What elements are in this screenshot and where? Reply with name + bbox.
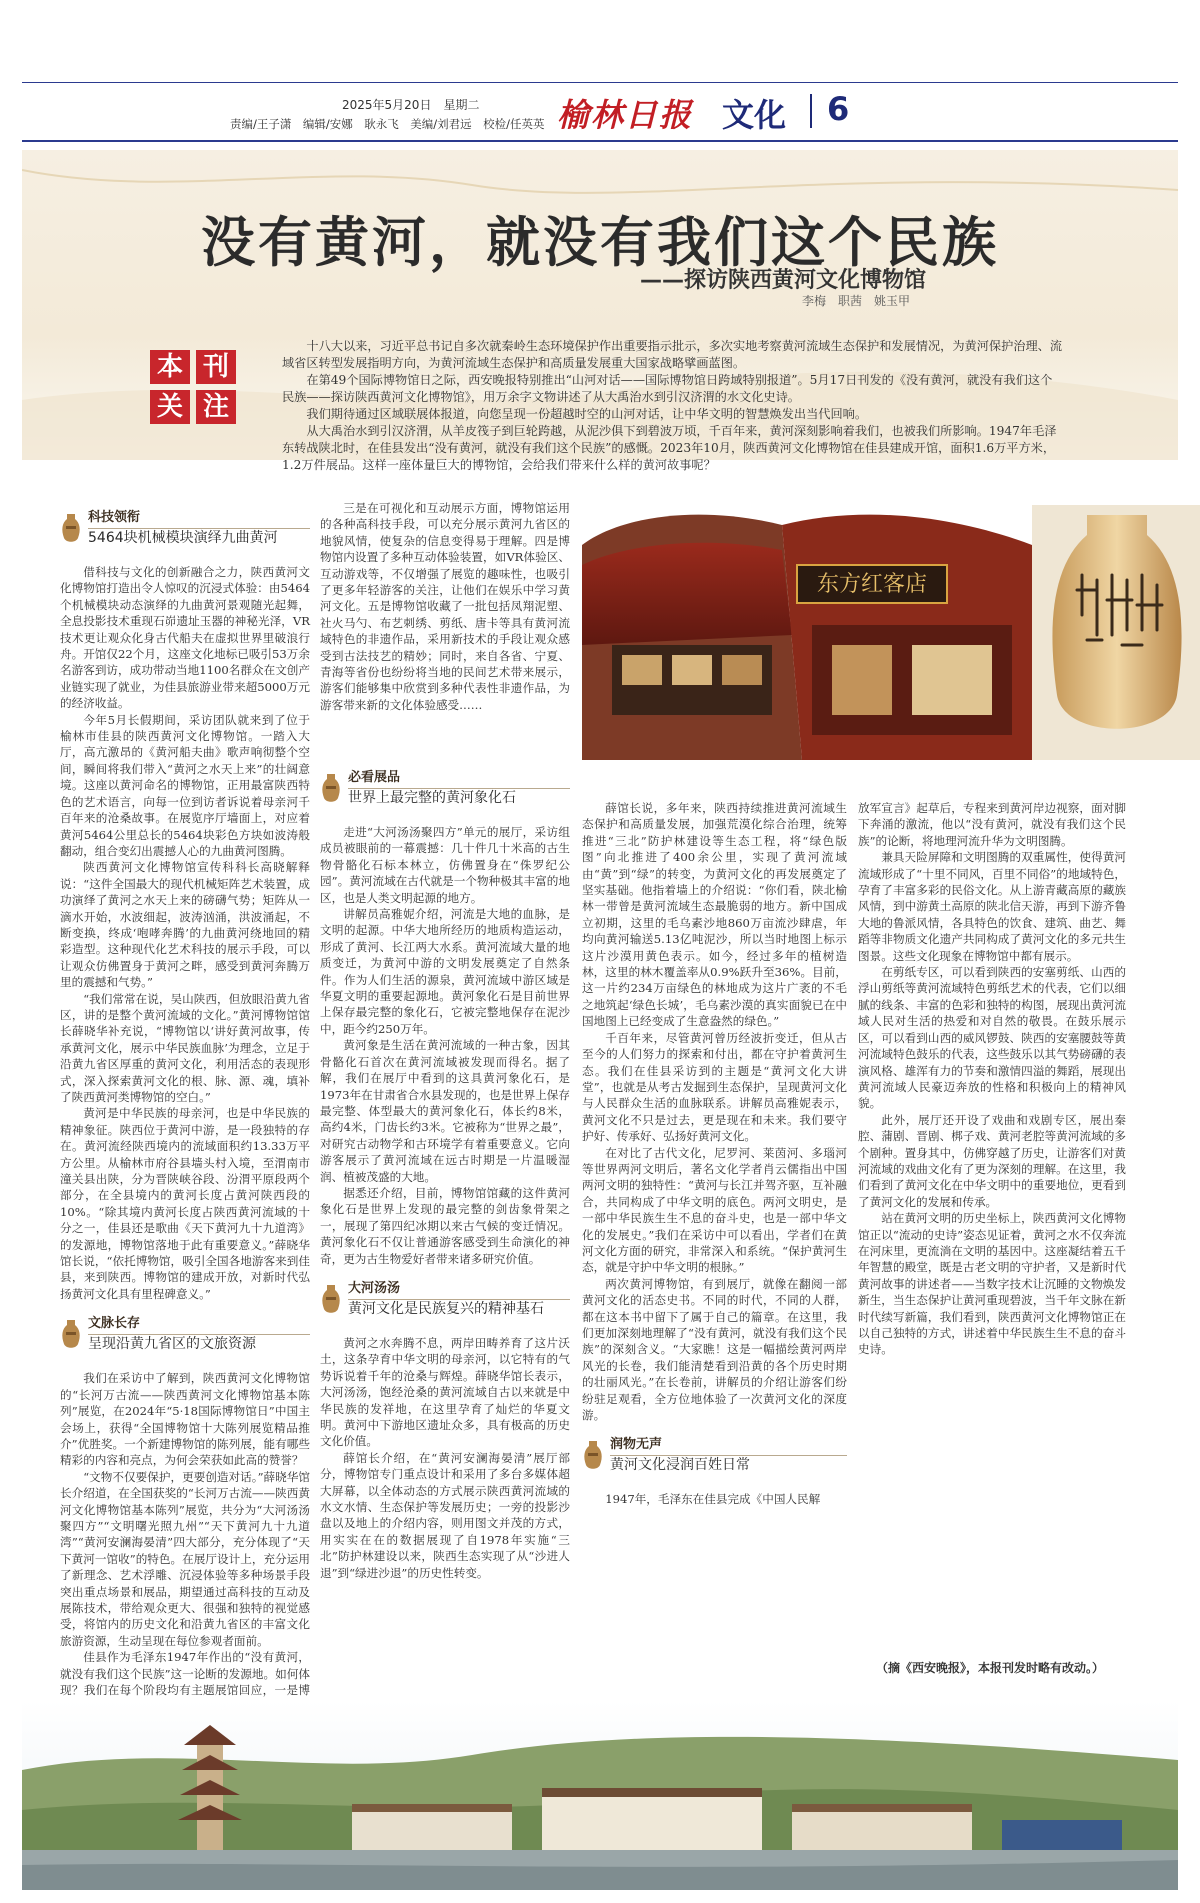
body-paragraph: 放军宣言》起草后，专程来到黄河岸边视察，面对脚下奔涌的激流，他以“没有黄河，就没有我们这个民族”的论断，将地理河流升华为文明图腾。 xyxy=(858,801,1126,848)
body-paragraph: 黄河象是生活在黄河流域的一种古象，因其骨骼化石首次在黄河流域被发现而得名。据了解，我们在展厅中看到的这具黄河象化石，是1973年在甘肃省合水县发现的，也是世界上保存最完整、体型最大的黄河象化石，体长约8米，高约4米，门齿长约3米。它被称为“世界之最”，对研究古动物学和古环境学有着重要意义。它向游客展示了黄河流域在远古时期是一片温暖湿润、植被茂盛的大地。 xyxy=(320,1038,570,1184)
inn-plaque-text: 东方红客店 xyxy=(816,572,928,597)
body-paragraph: 黄河之水奔腾不息，两岸田畴养育了这片沃土，这条孕育中华文明的母亲河，以它特有的气势诉说着千年的沧桑与辉煌。薛晓华馆长表示，大河汤汤，饱经沧桑的黄河流域自古以来就是中华民族的发祥地，在这里孕育了灿烂的华夏文明。黄河中下游地区遗址众多，具有极高的历史文化价值。 xyxy=(320,1335,570,1449)
badge-char: 关 xyxy=(150,390,190,424)
body-paragraph: 讲解员高雅妮介绍，河流是大地的血脉，是文明的起源。中华大地所经历的地质构造运动，形成了黄河、长江两大水系。黄河流域大量的地质变迁，为黄河中游的文明发展奠定了自然条件。作为人们生活的源泉，黄河流域中游区域是华夏文明的重要起源地。黄河象化石是目前世界上保存最完整的象化石，它被完整地保存在泥沙中，距今约250万年。 xyxy=(320,907,570,1036)
intro-paragraph: 在第49个国际博物馆日之际，西安晚报特别推出“山河对话——国际博物馆日跨域特别报道”。5月17日刊发的《没有黄河，就没有我们这个民族——探访陕西黄河文化博物馆》，用万余字文物讲述了从大禹治水到引汉济渭的水文化史诗。 xyxy=(282,373,1053,404)
section-kicker: 文脉长存 xyxy=(88,1316,141,1332)
intro-paragraph: 从大禹治水到引汉济渭，从羊皮筏子到巨轮跨越，从泥沙俱下到碧波万顷，千百年来，黄河深刻影响着我们，也被我们所影响。1947年毛泽东转战陕北时，在佳县发出“没有黄河，就没有我们这个民族”的感慨。2023年10月，陕西黄河文化博物馆在佳县建成开馆，面积1.6万平方米，1.2万件展品。这样一座体量巨大的博物馆，会给我们带来什么样的黄河故事呢？ xyxy=(282,424,1057,472)
museum-landscape-photo xyxy=(22,1700,1178,1890)
badge-char: 本 xyxy=(150,350,190,384)
column-2-top xyxy=(320,500,570,713)
body-paragraph: 走进“大河汤汤聚四方”单元的展厅，采访组成员被眼前的一幕震撼：几十件几十米高的古生物骨骼化石标本林立，仿佛置身在“侏罗纪公园”。黄河流域在古代就是一个物种极其丰富的地区，也是人类文明起源的地方。 xyxy=(320,825,570,905)
masthead-top-rule xyxy=(22,82,1178,83)
section-heading-spirit xyxy=(320,1281,570,1323)
vase-icon xyxy=(60,512,82,546)
editor-credits: 责编/王子潇 编辑/安娜 耿永飞 美编/刘君远 校检/任英英 xyxy=(230,117,545,131)
newspaper-name: 榆林日报 xyxy=(557,96,694,134)
feature-badge xyxy=(150,350,250,430)
vase-icon xyxy=(60,1318,82,1352)
byline: 李梅 职茜 姚玉甲 xyxy=(802,294,911,308)
badge-char: 刊 xyxy=(196,350,236,384)
body-paragraph: 站在黄河文明的历史坐标上，陕西黄河文化博物馆正以“流动的史诗”姿态见证着，黄河之水不仅奔流在河床里，更流淌在文明的基因中。这座凝结着五千年智慧的殿堂，既是古老文明的守护者，又是新时代黄河故事的讲述者——当数字技术让沉睡的文物焕发新生，当生态保护让黄河重现碧波，当千年文脉在新时代续写新篇，我们看到，陕西黄河文化博物馆正在以自己独特的方式，讲述着中华民族生生不息的奋斗史诗。 xyxy=(858,1211,1126,1357)
body-paragraph: “我们常常在说，吴山陕西，但放眼沿黄九省区，讲的是整个黄河流域的文化。”黄河博物馆馆长薛晓华补充说，“博物馆以‘讲好黄河故事，传承黄河文化，展示中华民族血脉’为理念，立足于沿黄九省区厚重的黄河文化，利用活态的表现形式，深入探索黄河文化的根、脉、源、魂，填补了陕西黄河类博物馆的空白。” xyxy=(60,991,310,1104)
vase-icon xyxy=(320,772,342,806)
body-paragraph: 1947年，毛泽东在佳县完成《中国人民解 xyxy=(605,1492,821,1507)
intro-lead xyxy=(282,338,1062,474)
body-paragraph: 借科技与文化的创新融合之力，陕西黄河文化博物馆打造出令人惊叹的沉浸式体验：由5464个机械模块动态演绎的九曲黄河景观随光起舞，全息投影技术重现石峁遗址玉器的神秘光泽，VR技术更让观众化身古代船夫在虚拟世界里破浪行舟。开馆仅22个月，这座文化地标已吸引53万余名游客到访，成功带动当地1100名群众在文创产业链实现了就业，为佳县旅游业带来超5000万元的经济收益。 xyxy=(60,565,310,711)
section-heading-culture xyxy=(60,1316,310,1358)
section-heading-tech xyxy=(60,510,310,552)
section-headline: 5464块机械模块演绎九曲黄河 xyxy=(88,530,278,546)
issue-date: 2025年5月20日 星期二 xyxy=(342,98,480,112)
masthead xyxy=(22,82,1178,142)
section-rule xyxy=(88,528,310,529)
body-paragraph: 薛馆长介绍，在“黄河安澜海晏清”展厅部分，博物馆专门重点设计和采用了多台多媒体超大屏幕，以全体动态的方式展示陕西黄河流域的水文水情、生态保护等发展历史；一旁的投影沙盘以及地上的介绍内容，则用图文并茂的方式，用实实在在的数据展现了自1978年实施“三北”防护林建设以来，陕西生态实现了从“沙进人退”到“绿进沙退”的历史性转变。 xyxy=(320,1450,570,1580)
section-headline: 黄河文化浸润百姓日常 xyxy=(610,1457,750,1474)
section-heading-moisten xyxy=(582,1437,847,1479)
section-headline: 世界上最完整的黄河象化石 xyxy=(348,790,516,806)
section-kicker: 润物无声 xyxy=(610,1437,663,1453)
column-1 xyxy=(60,510,310,1862)
column-3 xyxy=(582,800,847,1508)
section-headline: 黄河文化是民族复兴的精神基石 xyxy=(348,1300,544,1317)
intro-paragraph: 我们期待通过区域联展体报道，向您呈现一份超越时空的山河对话，让中华文明的智慧焕发出当代回响。 xyxy=(306,407,868,421)
body-paragraph: 两次黄河博物馆，有到展厅，就像在翻阅一部黄河文化的活态史书。不同的时代，不同的人群，都在这本书中留下了属于自己的篇章。在这里，我们更加深刻地理解了“没有黄河，就没有我们这个民族”的深刻含义。“大家瞧！这是一幅描绘黄河两岸风光的长卷，我们能清楚看到沿黄的各个历史时期的壮丽风光。”在长卷前，讲解员的介绍让游客们纷纷驻足观看，全方位地体验了一次黄河文化的深度游。 xyxy=(582,1276,847,1423)
vase-icon xyxy=(582,1439,604,1473)
section-rule xyxy=(348,1299,570,1300)
section-heading-exhibit xyxy=(320,770,570,812)
body-paragraph: 我们在采访中了解到，陕西黄河文化博物馆的“长河万古流——陕西黄河文化博物馆基本陈列”展览，在2024年“5·18国际博物馆日”中国主会场上，获得“全国博物馆十大陈列展览精品推介”优胜奖。一个新建博物馆的陈列展，能有哪些精彩的内容和亮点，为何会荣获如此高的赞誉？ xyxy=(60,1371,310,1468)
section-kicker: 必看展品 xyxy=(348,770,401,785)
body-paragraph: 在剪纸专区，可以看到陕西的安塞剪纸、山西的浮山剪纸等黄河流域特色剪纸艺术的代表，它们以细腻的线条、丰富的色彩和独特的构图，展现出黄河流域人民对生活的热爱和对自然的敬畏。在鼓乐展示区，可以看到山西的威风锣鼓、陕西的安塞腰鼓等黄河流域特色鼓乐的代表，这些鼓乐以其气势磅礴的表演风格、雄浑有力的节奏和激情四溢的舞蹈，展现出黄河流域人民豪迈奔放的性格和积极向上的精神风貌。 xyxy=(858,965,1126,1111)
landscape-illustration xyxy=(22,1700,1178,1890)
column-4 xyxy=(858,800,1126,1358)
section-kicker: 大河汤汤 xyxy=(348,1280,401,1296)
body-paragraph: 黄河是中华民族的母亲河，也是中华民族的精神象征。陕西位于黄河中游，是一段独特的存在。黄河流经陕西境内的流域面积约13.33万平方公里。从榆林市府谷县墙头村入境，至渭南市潼关县出陕，分为晋陕峡谷段、汾渭平原段两个部分，在全县境内的黄河长度占黄河陕西段的10%。“除其境内黄河长度占陕西黄河流域的十分之一，佳县还是歌曲《天下黄河九十九道湾》的发源地，博物馆落地于此有重要意义。”薛晓华馆长说，“依托博物馆，吸引全国各地游客来到佳县，来到陕西。博物馆的建成开放，对新时代弘扬黄河文化具有里程碑意义。” xyxy=(60,1106,310,1301)
body-paragraph: 千百年来，尽管黄河曾历经波折变迁，但从古至今的人们努力的探索和付出，都在守护着黄河生态。我们在佳县采访到的主题是“黄河文化大讲堂”，也就是从考古发掘到生态保护，呈现黄河文化与人民群众生活的血脉联系。讲解员高雅妮表示，黄河文化不只是过去，更是现在和未来。我们要守护好、传承好、弘扬好黄河文化。 xyxy=(582,1030,847,1144)
body-paragraph: “文物不仅要保护，更要创造对话。”薛晓华馆长介绍道，在全国获奖的“长河万古流——陕西黄河文化博物馆基本陈列”展览，共分为“大河汤汤聚四方”“文明曙光照九州”“天下黄河九十九道湾”“黄河安澜海晏清”四大部分，充分体现了“天下黄河一馆收”的特色。在展厅设计上，充分运用了新理念、艺术浮雕、沉浸体验等多种场景手段突出重点场景和展品，期望通过高科技的互动及展陈技术，带给观众更大、很强和独特的视觉感受，将馆内的历史文化和沿黄九省区的丰富文化旅游资源，生动呈现在每位参观者面前。 xyxy=(60,1469,310,1648)
body-paragraph: 在对比了古代文化，尼罗河、莱茵河、多瑙河等世界两河文明后，著名文化学者肖云儒指出中国两河文明的独特性：“黄河与长江并驾齐驱，互补融合，共同构成了中华文明的底色。两河文明史，是一部中华民族生生不息的奋斗史，也是一部中华文化的发展史。”我们在采访中可以看出，学者们在黄河文化方面的研究，非常深入和系统。“保护黄河生态，就是守护中华文明的根脉。” xyxy=(582,1145,847,1275)
source-credit: （摘《西安晚报》，本报刊发时略有改动。） xyxy=(876,1661,1105,1675)
body-paragraph: 佳县作为毛泽东1947年作出的“没有黄河，就没有我们这个民族”这一论断的发源地。如何体现？我们在每个阶段均有主题展馆回应，一是博 xyxy=(60,1650,310,1697)
section-headline: 呈现沿黄九省区的文旅资源 xyxy=(88,1336,256,1353)
sub-headline: ——探访陕西黄河文化博物馆 xyxy=(640,268,927,293)
main-headline: 没有黄河，就没有我们这个民族 xyxy=(201,211,999,274)
body-paragraph: 据悉还介绍，目前，博物馆馆藏的这件黄河象化石是世界上发现的最完整的剑齿象骨架之一，展现了第四纪冰期以来古气候的变迁情况。黄河象化石不仅让普通游客感受到生命演化的神奇，更为古生物爱好者带来诸多研究价值。 xyxy=(320,1185,570,1266)
vase-icon xyxy=(320,1283,342,1317)
badge-char: 注 xyxy=(196,390,236,424)
section-kicker: 科技领衔 xyxy=(88,510,141,525)
body-paragraph: 陕西黄河文化博物馆宣传科科长高晓解释说：“这件全国最大的现代机械矩阵艺术装置，成功演绎了黄河之水天上来的磅礴气势；矩阵从一滴水开始，水波细起，波涛汹涌，洪波涌起，不断变换，终成‘咆哮奔腾’的九曲黄河绕地回的精彩造型。这种现代化艺术科技的展示手段，可以让观众仿佛置身于黄河之畔，感受到黄河奔腾万里的震撼和气势。” xyxy=(60,860,310,990)
section-name: 文化 xyxy=(722,96,787,134)
section-rule xyxy=(348,788,570,789)
body-paragraph: 今年5月长假期间，采访团队就来到了位于榆林市佳县的陕西黄河文化博物馆。一踏入大厅，高亢激昂的《黄河船夫曲》歌声响彻整个空间，瞬间将我们带入“黄河之水天上来”的壮阔意境。这座以黄河命名的博物馆，正用最富陕西特色的艺术语言，向每一位到访者诉说着母亲河千百年来的沧桑故事。在展览序厅墙面上，对应着黄河5464公里总长的5464块彩色方块如波涛般翻动，组合变幻出震撼人心的九曲黄河图腾。 xyxy=(60,712,310,858)
masthead-separator xyxy=(810,94,812,128)
body-paragraph: 三是在可视化和互动展示方面，博物馆运用的各种高科技手段，可以充分展示黄河九省区的地貌风情，使复杂的信息变得易于理解。四是博物馆内设置了多种互动体验装置，如VR体验区、互动游戏等，不仅增强了展览的趣味性，也吸引了更多年轻游客的关注，让他们在娱乐中学习黄河文化。五是博物馆收藏了一批包括凤翔泥塑、社火马勺、布艺刺绣、剪纸、唐卡等具有黄河流域特色的非遗作品，采用新技术的手段让观众感受到古法技艺的精妙；同时，来自各省、宁夏、青海等省份也纷纷将当地的民间艺术带来展示，游客们能够集中欣赏到多种代表性非遗作品，为游客带来新的文化体验感受…… xyxy=(320,501,570,712)
body-paragraph: 此外，展厅还开设了戏曲和戏剧专区，展出秦腔、蒲剧、晋剧、梆子戏、黄河老腔等黄河流域的多个剧种。置身其中，仿佛穿越了历史，让游客们对黄河流域的戏曲文化有了更为深刻的理解。在这里，我们看到了黄河文化在中华文明中的重要地位，更看到了黄河文化的发展和传承。 xyxy=(858,1112,1126,1209)
column-2 xyxy=(320,770,570,1581)
museum-photo-collage xyxy=(582,505,1200,760)
body-paragraph: 兼具天险屏障和文明图腾的双重属性，使得黄河流域形成了“十里不同风，百里不同俗”的地域特色，孕育了丰富多彩的民俗文化。从上游青藏高原的藏族风情，到中游黄土高原的陕北信天游，再到下游齐鲁大地的鲁派风情，各具特色的饮食、建筑、曲艺、舞蹈等非物质文化遗产共同构成了黄河文化的多元共生图景。这些文化现象在博物馆中都有展示。 xyxy=(858,850,1126,963)
page-number: 6 xyxy=(827,90,850,128)
intro-paragraph: 十八大以来，习近平总书记自多次就秦岭生态环境保护作出重要指示批示，多次实地考察黄河流域生态保护和发展情况，为黄河保护治理、流域省区转型发展指明方向，为黄河流域生态保护和高质量发展重大国家战略擘画蓝图。 xyxy=(282,339,1063,370)
museum-photos xyxy=(582,505,1200,760)
body-paragraph: 薛馆长说，多年来，陕西持续推进黄河流域生态保护和高质量发展，加强荒漠化综合治理，统筹推进“三北”防护林建设等生态工程，将“绿色版图”向北推进了400余公里，实现了黄河流域由“黄”到“绿”的转变，为黄河文化的再发展奠定了坚实基础。他指着墙上的介绍说：“你们看，陕北榆林一带曾是黄河流域生态最脆弱的地方。新中国成立初期，这里的毛乌素沙地860万亩流沙肆虐，年均向黄河输送5.13亿吨泥沙，所以当时地图上标示这片沙漠用黄色表示。如今，经过多年的植树造林，这里的林木覆盖率从0.9%跃升至36%。目前，这一片约234万亩绿色的林地成为这片广袤的不毛之地筑起‘绿色长城’，毛乌素沙漠的真实面貌已在中国地图上已经变成了生意盎然的绿色。” xyxy=(582,801,847,1029)
